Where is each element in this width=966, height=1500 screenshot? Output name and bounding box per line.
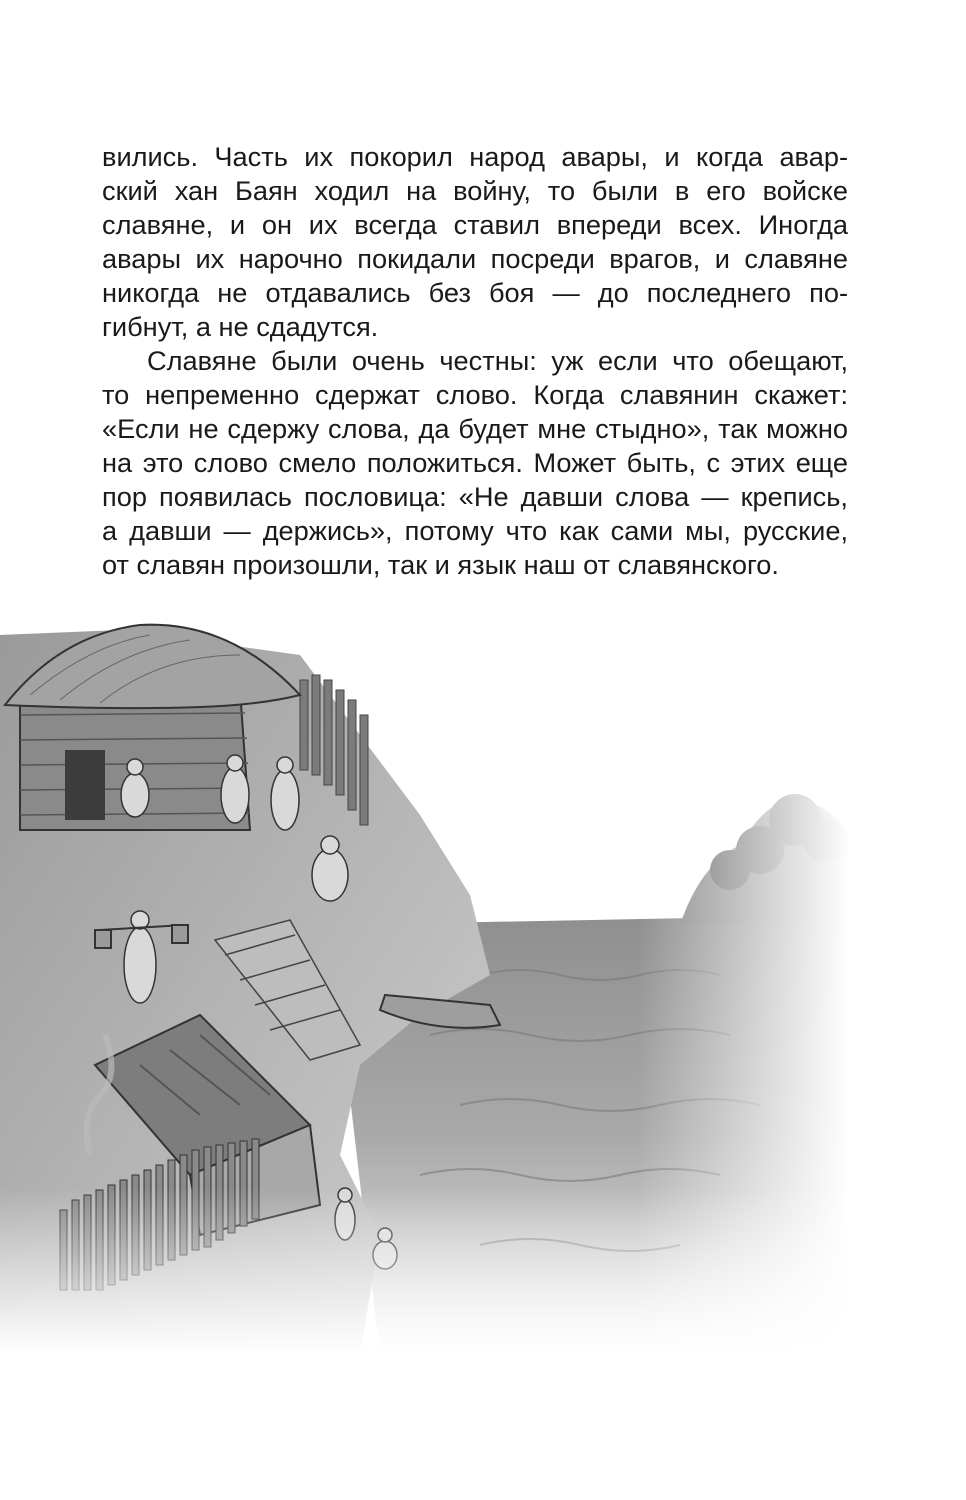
text-line: гибнут, а не сдадутся.	[102, 311, 379, 342]
text-line: от славян произошли, так и язык наш от славянского.	[102, 549, 779, 580]
text-line: авары их нарочно покидали посреди врагов, и славяне	[102, 243, 848, 274]
slavic-village-illustration	[0, 595, 850, 1355]
text-line: славяне, и он их всегда ставил впереди всех. Иногда	[102, 209, 848, 240]
text-line: то непременно сдержат слово. Когда славянин скажет:	[102, 379, 848, 410]
paragraph-2	[102, 344, 848, 582]
text-line: а давши — держись», потому что как сами мы, русские,	[102, 515, 848, 546]
text-line: на это слово смело положиться. Может быть, с этих еще	[102, 447, 848, 478]
text-line: ский хан Баян ходил на войну, то были в его войске	[102, 175, 848, 206]
text-line: «Если не сдержу слова, да будет мне стыдно», так можно	[102, 413, 848, 444]
page-text	[102, 140, 848, 582]
illustration-svg	[0, 595, 850, 1355]
paragraph-1	[102, 140, 848, 344]
text-line: пор появилась пословица: «Не давши слова — крепись,	[102, 481, 848, 512]
text-line: Славяне были очень честны: уж если что обещают,	[147, 345, 848, 376]
text-line: вились. Часть их покорил народ авары, и когда авар-	[102, 141, 848, 172]
text-line: никогда не отдавались без боя — до последнего по-	[102, 277, 848, 308]
